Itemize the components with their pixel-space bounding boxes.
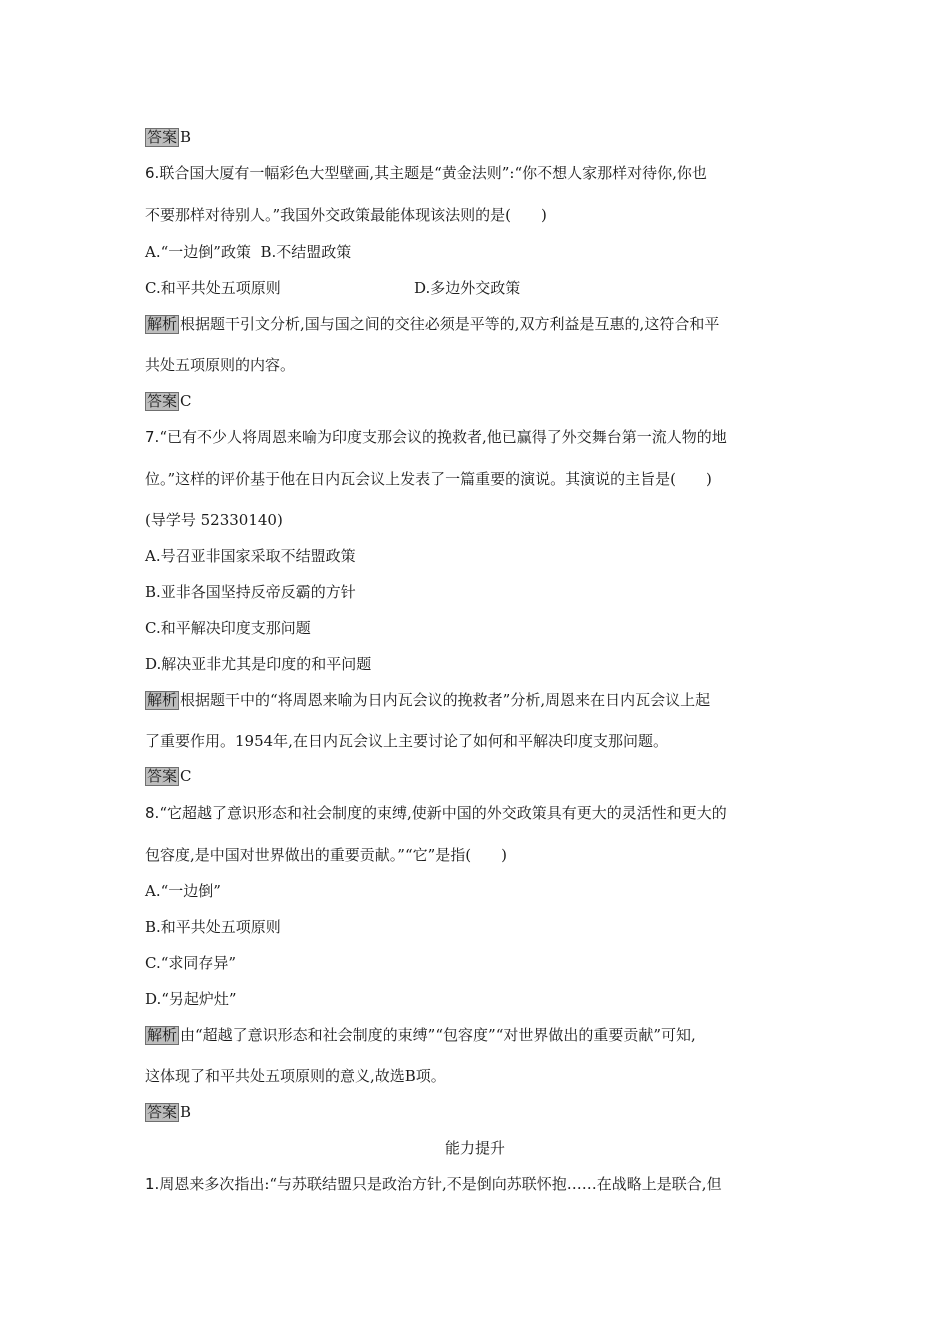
- option-b: B.不结盟政策: [260, 243, 352, 261]
- analysis-text: 由“超越了意识形态和社会制度的束缚”“包容度”“对世界做出的重要贡献”可知,: [180, 1026, 696, 1044]
- question-number: 7.: [145, 428, 160, 446]
- analysis-tag: 解析: [147, 315, 178, 333]
- answer-tag: 答案: [147, 1103, 178, 1121]
- q6-analysis-line1: [145, 314, 719, 334]
- q8-analysis-line1: [145, 1025, 696, 1045]
- q6-option-c: C.和平共处五项原则: [145, 279, 281, 297]
- stem-text: “它超越了意识形态和社会制度的束缚,使新中国的外交政策具有更大的灵活性和更大的: [159, 804, 727, 822]
- q8-option-d: D.“另起炉灶”: [145, 990, 237, 1008]
- stem-text: 周恩来多次指出:“与苏联结盟只是政治方针,不是倒向苏联怀抱……在战略上是联合,但: [159, 1175, 722, 1193]
- answer-value: B: [180, 128, 192, 146]
- question-number: 1.: [145, 1175, 160, 1193]
- q7-option-b: B.亚非各国坚持反帝反霸的方针: [145, 583, 356, 601]
- analysis-tag: 解析: [147, 1026, 178, 1044]
- answer-value: C: [180, 392, 192, 410]
- stem-text: “已有不少人将周恩来喻为印度支那会议的挽救者,他已赢得了外交舞台第一流人物的地: [159, 428, 727, 446]
- option-a: A.“一边倒”政策: [145, 243, 251, 261]
- q8-stem-line2: 包容度,是中国对世界做出的重要贡献。”“它”是指( ): [145, 846, 507, 864]
- q7-stem-line1: [145, 427, 727, 447]
- q7-option-a: A.号召亚非国家采取不结盟政策: [145, 547, 356, 565]
- question-number: 6.: [145, 164, 160, 182]
- section-title: 能力提升: [444, 1139, 505, 1157]
- stem-text: 联合国大厦有一幅彩色大型壁画,其主题是“黄金法则”:“你不想人家那样对待你,你也: [159, 164, 707, 182]
- q8-answer: [145, 1102, 191, 1122]
- analysis-text: 根据题干引文分析,国与国之间的交往必须是平等的,双方利益是互惠的,这符合和平: [180, 315, 720, 333]
- answer-tag: 答案: [147, 767, 178, 785]
- q5-answer: [145, 127, 191, 147]
- q8-option-c: C.“求同存异”: [145, 954, 237, 972]
- answer-value: B: [180, 1103, 192, 1121]
- q6-option-d: D.多边外交政策: [414, 279, 521, 297]
- q6-answer: [145, 391, 192, 411]
- q7-stem-line2: 位。”这样的评价基于他在日内瓦会议上发表了一篇重要的演说。其演说的主旨是( ): [145, 470, 712, 488]
- q8-stem-line1: [145, 803, 727, 823]
- q6-stem-line1: [145, 163, 707, 183]
- q7-option-d: D.解决亚非尤其是印度的和平问题: [145, 655, 372, 673]
- q6-analysis-line2: 共处五项原则的内容。: [145, 356, 296, 374]
- q6-stem-line2: 不要那样对待别人。”我国外交政策最能体现该法则的是( ): [145, 206, 547, 224]
- answer-tag: 答案: [147, 392, 178, 410]
- answer-tag: 答案: [147, 128, 178, 146]
- question-number: 8.: [145, 804, 160, 822]
- q7-guide-number: (导学号 52330140): [145, 511, 283, 529]
- q8-option-a: A.“一边倒”: [145, 882, 221, 900]
- q6-options-ab: [145, 242, 351, 262]
- q8-option-b: B.和平共处五项原则: [145, 918, 281, 936]
- analysis-tag: 解析: [147, 691, 178, 709]
- p1-stem-line1: [145, 1174, 722, 1194]
- q7-answer: [145, 766, 192, 786]
- answer-value: C: [180, 767, 192, 785]
- q8-analysis-line2: 这体现了和平共处五项原则的意义,故选B项。: [145, 1067, 446, 1085]
- q7-option-c: C.和平解决印度支那问题: [145, 619, 311, 637]
- q7-analysis-line1: [145, 690, 710, 710]
- q7-analysis-line2: 了重要作用。1954年,在日内瓦会议上主要讨论了如何和平解决印度支那问题。: [145, 732, 668, 750]
- analysis-text: 根据题干中的“将周恩来喻为日内瓦会议的挽救者”分析,周恩来在日内瓦会议上起: [180, 691, 711, 709]
